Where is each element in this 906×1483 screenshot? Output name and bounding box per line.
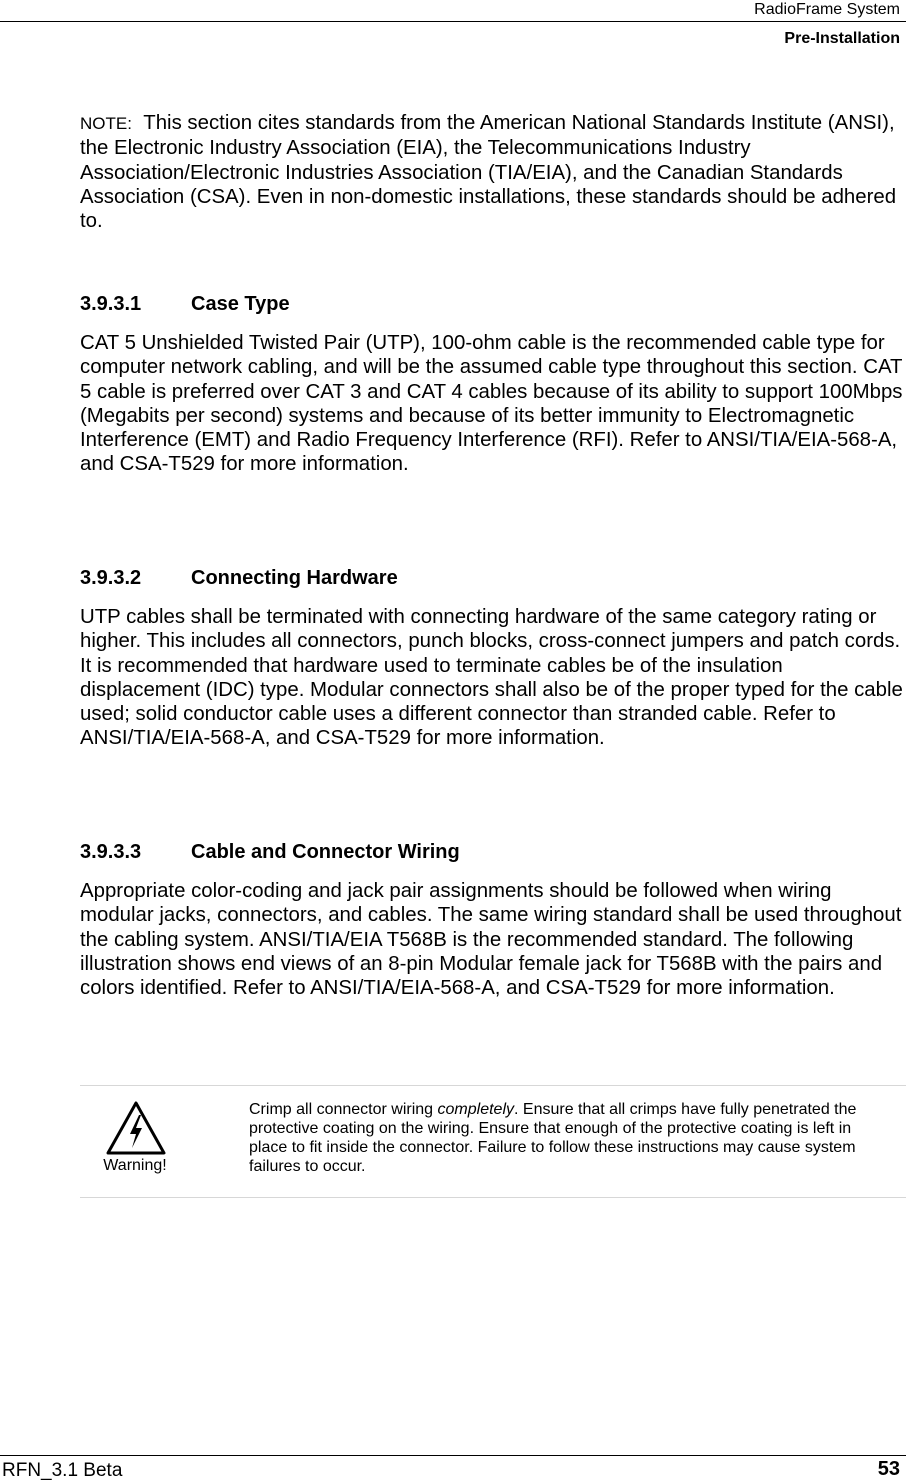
warning-text-end: . Ensure that all crimps have fully penetrated the protective coating on the wiring. Ensure that enough of the protective coating is left in place to fit inside the connector. Failure to follow these instructions may cause system failures to occur. xyxy=(249,1101,857,1175)
warning-text xyxy=(249,1100,889,1176)
warning-text-emphasis: completely xyxy=(437,1101,514,1118)
warning-label: Warning! xyxy=(103,1157,167,1174)
section-heading-connecting-hardware xyxy=(80,567,398,590)
header-rule xyxy=(0,21,906,22)
footer-document-id: RFN_3.1 Beta xyxy=(2,1460,123,1481)
section-heading-cable-wiring xyxy=(80,841,460,864)
running-header-section: Pre-Installation xyxy=(784,30,900,47)
section-heading-case-type xyxy=(80,293,290,316)
section-body-case-type: CAT 5 Unshielded Twisted Pair (UTP), 100-ohm cable is the recommended cable type for computer network cabling, and will be the assumed cable type throughout this section. CAT 5 cable is preferred over CAT 3 and CAT 4 cables because of its ability to support 100Mbps (Megabits per second) systems and because of its better immunity to Electromagnetic Interference (EMT) and Radio Frequency Interference (RFI). Refer to ANSI/TIA/EIA-568-A, and CSA-T529 for more information. xyxy=(80,332,903,476)
note-text: This section cites standards from the American National Standards Institute (ANSI), the Electronic Industry Association (EIA), the Telecommunications Industry Association/Electronic Industries Association (TIA/EIA), and the Canadian Standards Association (CSA). Even in non-domestic installations, these standards should be adhered to. xyxy=(80,112,897,233)
section-title: Cable and Connector Wiring xyxy=(191,841,460,863)
section-number: 3.9.3.3 xyxy=(80,841,142,863)
page-number: 53 xyxy=(877,1458,900,1480)
note-label: NOTE: xyxy=(80,114,132,133)
section-body-connecting-hardware: UTP cables shall be terminated with connecting hardware of the same category rating or higher. This includes all connectors, punch blocks, cross-connect jumpers and patch cords. It is recommended that hardware used to terminate cables be of the insulation displacement (IDC) type. Modular connectors shall also be of the proper typed for the cable used; solid conductor cable uses a different connector than stranded cable. Refer to ANSI/TIA/EIA-568-A, and CSA-T529 for more information. xyxy=(80,606,903,750)
warning-text-start: Crimp all connector wiring xyxy=(249,1101,438,1118)
section-body-cable-wiring: Appropriate color-coding and jack pair assignments should be followed when wiring modular jacks, connectors, and cables. The same wiring standard shall be used throughout the cabling system. ANSI/TIA/EIA T568B is the recommended standard. The following illustration shows end views of an 8-pin Modular female jack for T568B with the pairs and colors identified. Refer to ANSI/TIA/EIA-568-A, and CSA-T529 for more information. xyxy=(80,880,902,1000)
running-header-title: RadioFrame System xyxy=(754,1,900,18)
section-number: 3.9.3.2 xyxy=(80,567,142,589)
note-paragraph xyxy=(80,111,906,233)
warning-bottom-rule xyxy=(80,1197,906,1198)
section-title: Case Type xyxy=(191,293,290,315)
footer-rule xyxy=(0,1455,906,1456)
section-number: 3.9.3.1 xyxy=(80,293,142,315)
section-title: Connecting Hardware xyxy=(191,567,398,589)
warning-lightning-icon xyxy=(106,1101,166,1155)
warning-top-rule xyxy=(80,1085,906,1086)
